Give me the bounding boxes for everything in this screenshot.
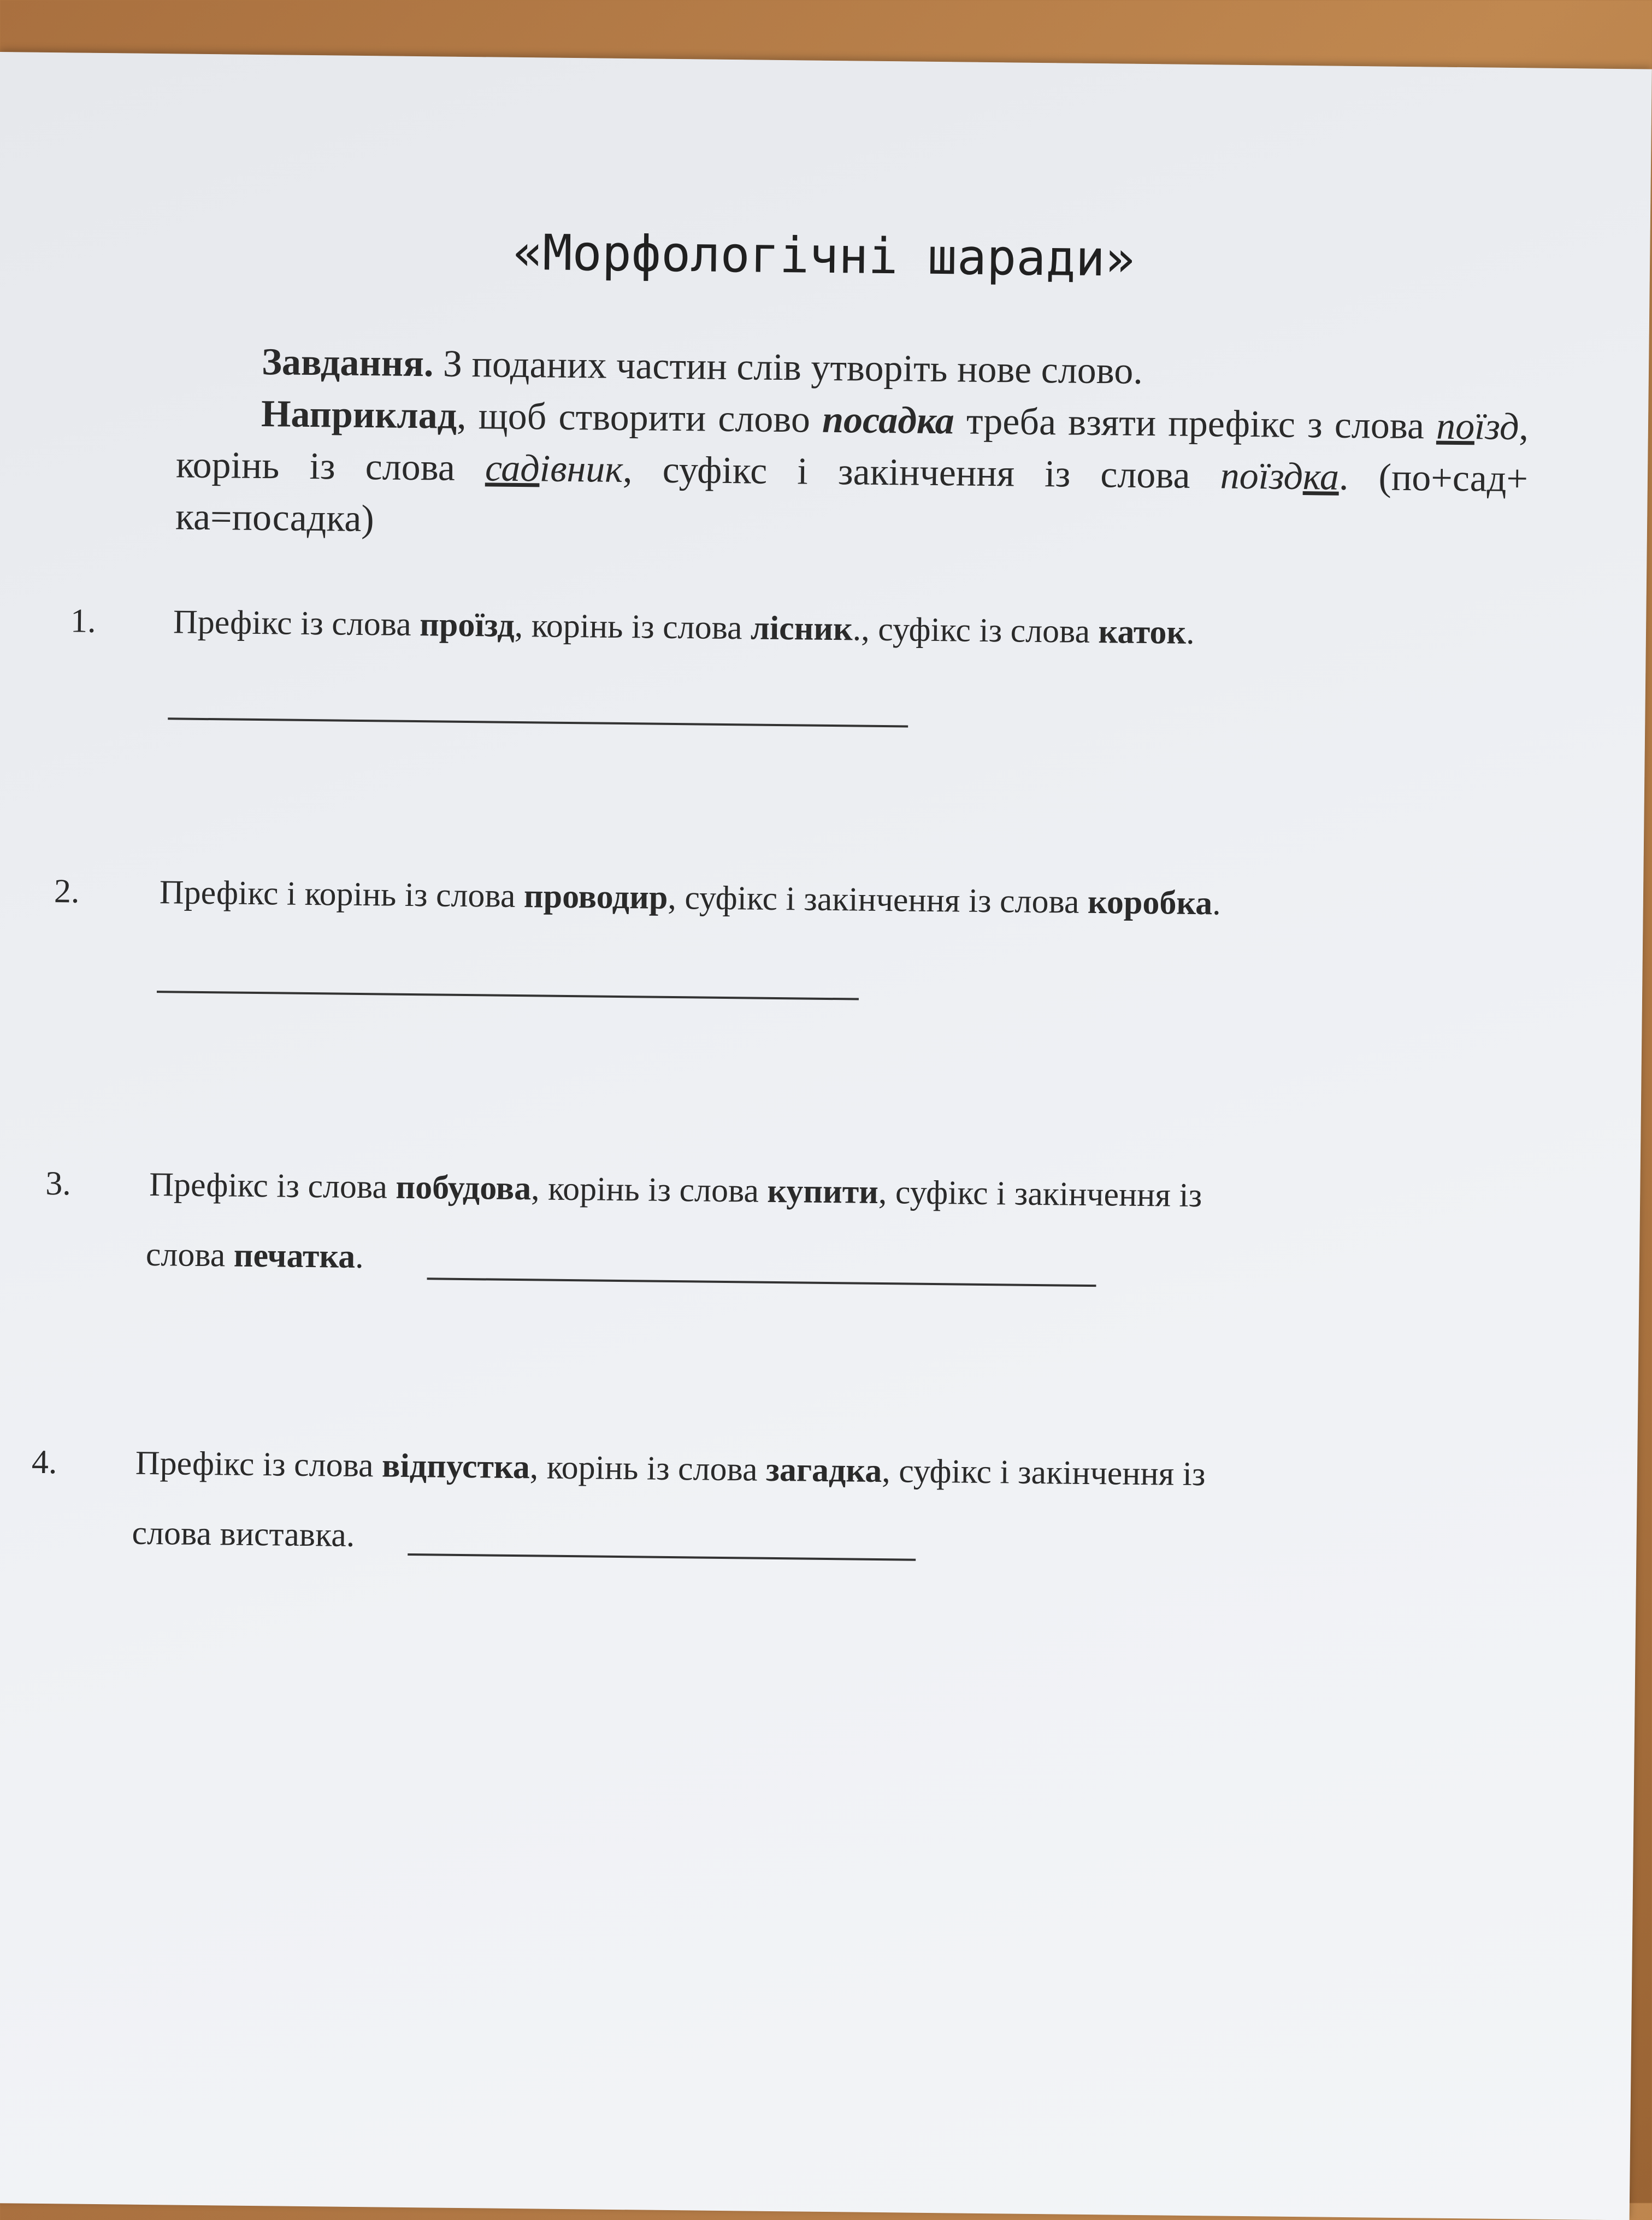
task-text-part: , суфікс і закінчення із слова <box>668 879 1088 921</box>
task-word: печатка <box>233 1236 356 1275</box>
example-text: треба взяти префікс з слова <box>954 400 1437 447</box>
task-text-part: слова <box>145 1235 234 1274</box>
task-4 <box>30 1443 1572 1618</box>
task-text-part: Префікс із слова <box>173 603 420 644</box>
answer-line-1[interactable] <box>168 717 908 727</box>
task-text <box>149 1165 1565 1219</box>
word-stem: поїзд <box>1220 455 1303 498</box>
task-word: загадка <box>765 1451 882 1490</box>
task-text-part: , корінь із слова <box>530 1170 768 1210</box>
task-text-part: , суфікс і закінчення із <box>881 1452 1206 1493</box>
page-title: «Морфологічні шаради» <box>512 223 1135 288</box>
task-word: купити <box>767 1172 879 1211</box>
task-text-part: Префікс і корінь із слова <box>159 874 524 915</box>
task-word: відпустка <box>381 1447 530 1486</box>
task-text-line-2: слова виставка. <box>132 1514 355 1554</box>
task-word: коробка <box>1087 883 1213 922</box>
task-1 <box>69 602 1578 738</box>
task-word: проїзд <box>419 606 515 644</box>
task-text <box>135 1444 1206 1494</box>
task-number: 3. <box>45 1164 72 1203</box>
example-text: , суфікс і закінчення із слова <box>622 448 1221 497</box>
task-word: побудова <box>396 1168 532 1208</box>
task-text-part: , корінь із слова <box>514 606 751 647</box>
source-word-2 <box>485 447 623 491</box>
root-marker: сад <box>485 447 540 490</box>
task-text-part: . <box>1185 614 1195 651</box>
task-text-part: , корінь із слова <box>529 1448 766 1488</box>
example-word: посадка <box>822 398 955 443</box>
instructions <box>175 335 1530 557</box>
source-word-1 <box>1436 405 1519 449</box>
prefix-marker: по <box>1436 405 1475 448</box>
task-text-part: , суфікс і закінчення із <box>878 1173 1202 1215</box>
task-text <box>173 603 1195 652</box>
task-number: 2. <box>54 873 80 910</box>
example-label: Наприклад <box>261 393 457 437</box>
answer-line-2[interactable] <box>157 991 859 1000</box>
example-text: . (по+сад+ ка=посадка) <box>175 456 1529 540</box>
word-rest: їзд <box>1474 405 1519 449</box>
task-number: 4. <box>31 1443 57 1481</box>
task-word: лісник <box>750 609 853 648</box>
task-text-part: . <box>1212 885 1222 922</box>
task-text-part: Префікс із слова <box>135 1444 382 1485</box>
answer-line-4[interactable] <box>408 1553 916 1561</box>
suffix-marker: ка <box>1302 456 1340 498</box>
task-text-part: Префікс із слова <box>149 1165 396 1206</box>
task-2 <box>53 872 1578 1014</box>
answer-line-3[interactable] <box>427 1277 1096 1287</box>
task-label: Завдання. <box>261 341 434 385</box>
task-number: 1. <box>70 602 96 640</box>
example-paragraph <box>175 387 1529 557</box>
task-text: З поданих частин слів утворіть нове слово. <box>433 343 1143 392</box>
word-rest: івник <box>539 447 623 491</box>
task-text-part: . <box>355 1238 364 1276</box>
task-text-part: ., суфікс із слова <box>852 610 1099 651</box>
task-text <box>160 873 1578 927</box>
task-word: каток <box>1098 613 1187 651</box>
task-text-line-2 <box>146 1235 364 1276</box>
example-text: , корінь із слова <box>175 406 1529 490</box>
worksheet-page <box>0 52 1652 2220</box>
example-text: , щоб створити слово <box>456 394 823 441</box>
task-word: проводир <box>523 878 668 916</box>
task-3 <box>44 1164 1576 1339</box>
source-word-3 <box>1220 455 1339 498</box>
